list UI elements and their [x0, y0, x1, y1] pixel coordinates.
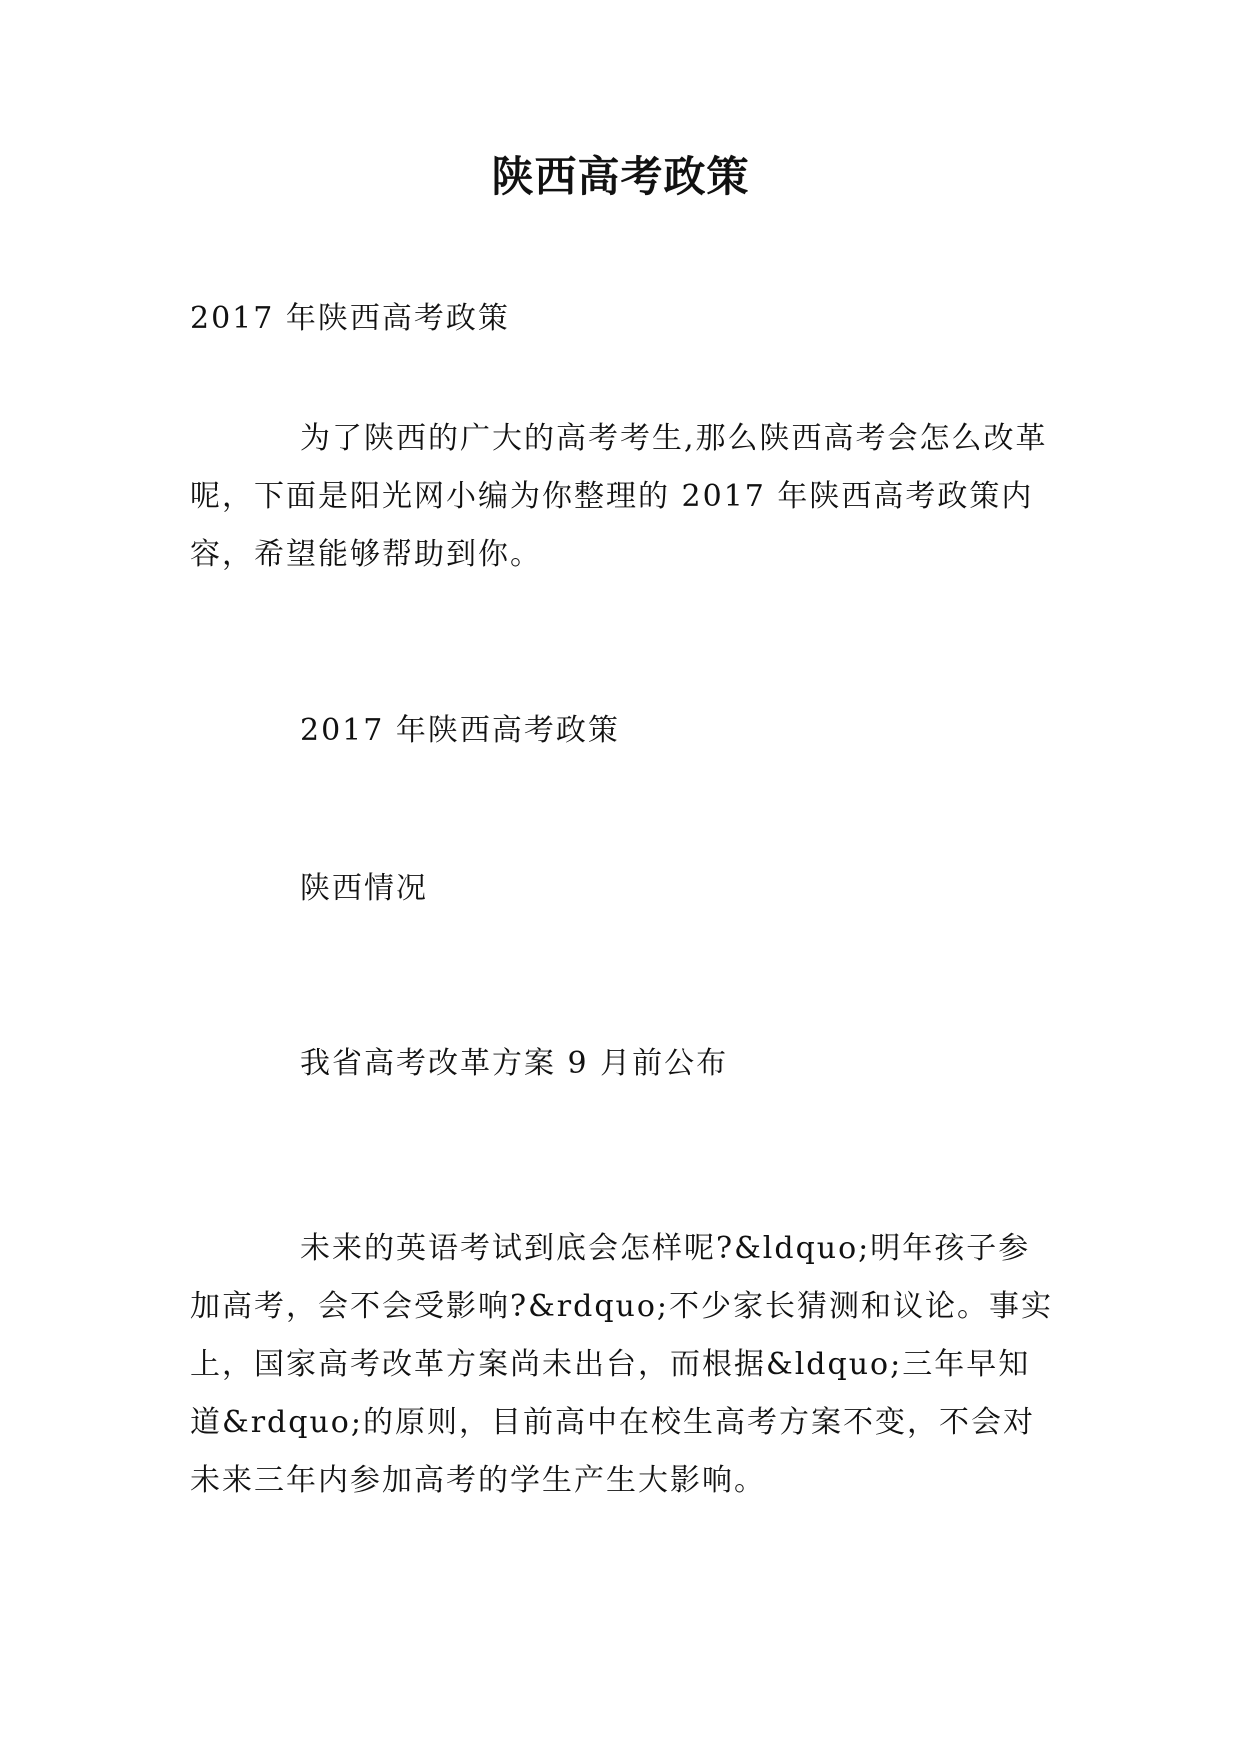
announcement-paragraph: 我省高考改革方案 9 月前公布: [300, 1046, 729, 1081]
page-title: 陕西高考政策: [491, 152, 750, 201]
subtitle-paragraph: 2017 年陕西高考政策: [190, 301, 510, 336]
body-paragraph: 未来的英语考试到底会怎样呢?&ldquo;明年孩子参加高考，会不会受影响?&rdquo;不少家长猜测和议论。事实上，国家高考改革方案尚未出台，而根据&ldquo;三年早知道&rdquo;的原则，目前高中在校生高考方案不变，不会对未来三年内参加高考的学生产生大影响。: [190, 1231, 1054, 1498]
intro-paragraph: 为了陕西的广大的高考考生,那么陕西高考会怎么改革呢，下面是阳光网小编为你整理的 2017 年陕西高考政策内容，希望能够帮助到你。: [190, 421, 1048, 572]
section-label-paragraph: 陕西情况: [300, 871, 428, 906]
section-heading-paragraph: 2017 年陕西高考政策: [300, 713, 620, 748]
